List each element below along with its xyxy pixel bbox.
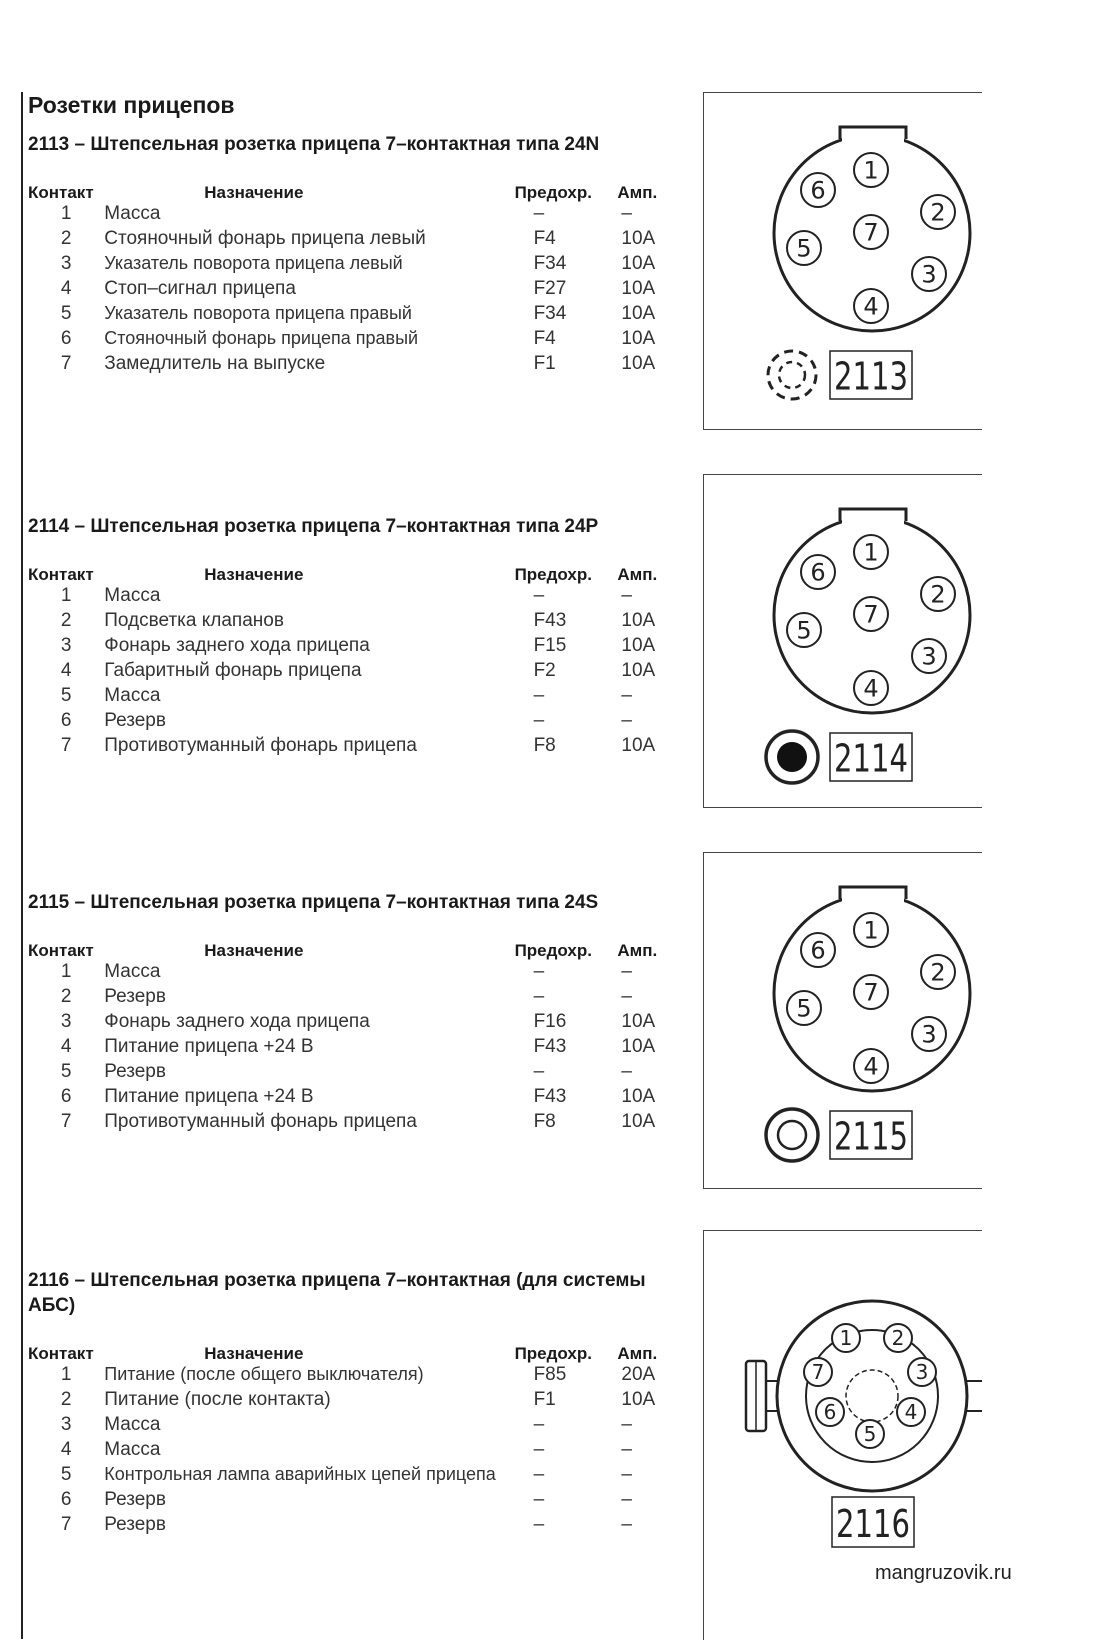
table-row: [28, 1489, 678, 1514]
table-row: [28, 1011, 678, 1036]
pin-label: 5: [863, 1422, 877, 1447]
pin-label: 7: [811, 1360, 825, 1385]
amp-cell: 20A: [621, 1364, 656, 1385]
pin-label: 6: [810, 558, 826, 587]
pin-2: [884, 1324, 912, 1352]
purpose-cell: Питание прицепа +24 В: [104, 1036, 314, 1057]
fuse-cell: F1: [533, 353, 556, 374]
pin-number-cell: 7: [60, 1111, 72, 1132]
pin-7: [854, 215, 888, 249]
fuse-cell: F16: [533, 1011, 567, 1032]
amp-cell: 10A: [621, 660, 656, 681]
header-fuse: Предохр.: [514, 565, 592, 584]
pin-table: [28, 935, 678, 1136]
purpose-cell: Резерв: [104, 1489, 166, 1510]
amp-cell: –: [621, 1514, 632, 1535]
table-row: [28, 1439, 678, 1464]
amp-cell: –: [621, 961, 632, 982]
pin-number-cell: 6: [60, 328, 72, 349]
amp-cell: –: [621, 710, 632, 731]
pin-label: 4: [904, 1400, 918, 1425]
pin-number-cell: 3: [60, 253, 72, 274]
table-row: [28, 585, 678, 610]
pin-number-cell: 3: [60, 1414, 72, 1435]
table-row: [28, 635, 678, 660]
amp-cell: 10A: [621, 610, 656, 631]
purpose-cell: Масса: [104, 1439, 161, 1460]
marker-inner-ring: [778, 1121, 806, 1149]
pin-number-cell: 6: [60, 1086, 72, 1107]
pin-label: 2: [930, 580, 946, 609]
purpose-cell: Фонарь заднего хода прицепа: [104, 1011, 370, 1032]
amp-cell: 10A: [621, 278, 656, 299]
amp-cell: 10A: [621, 1011, 656, 1032]
amp-cell: 10A: [621, 635, 656, 656]
section-2114: [28, 514, 678, 760]
table-row: [28, 1036, 678, 1061]
section-2115: [28, 890, 678, 1136]
header-amp: Амп.: [617, 941, 658, 960]
fuse-cell: F43: [533, 1086, 567, 1107]
pin-table: [28, 177, 678, 378]
pin-number-cell: 2: [60, 986, 72, 1007]
pin-label: 4: [863, 1052, 879, 1081]
pin-number-cell: 5: [60, 685, 72, 706]
section-heading: 2114 – Штепсельная розетка прицепа 7–контактная типа 24P: [28, 516, 599, 537]
pin-7: [854, 597, 888, 631]
pin-label: 1: [863, 916, 879, 945]
pin-label: 4: [863, 292, 879, 321]
pin-label: 3: [915, 1360, 929, 1385]
marker-filled-dot: [777, 742, 807, 772]
header-fuse: Предохр.: [514, 1344, 592, 1363]
header-amp: Амп.: [617, 1344, 658, 1363]
table-row: [28, 353, 678, 378]
pin-label: 3: [921, 642, 937, 671]
pin-label: 7: [863, 600, 879, 629]
purpose-cell: Контрольная лампа аварийных цепей прицепа: [104, 1464, 496, 1484]
pin-label: 3: [921, 260, 937, 289]
table-row: [28, 203, 678, 228]
purpose-cell: Фонарь заднего хода прицепа: [104, 635, 370, 656]
pin-number-cell: 7: [60, 1514, 72, 1535]
page-title: Розетки прицепов: [28, 92, 235, 118]
pin-number-cell: 3: [60, 1011, 72, 1032]
pin-number-cell: 5: [60, 1061, 72, 1082]
table-row: [28, 685, 678, 710]
purpose-cell: Противотуманный фонарь прицепа: [104, 1111, 417, 1132]
table-row: [28, 328, 678, 353]
pin-1: [854, 153, 888, 187]
connector-diagram-2115: [703, 852, 982, 1189]
section-2113: [28, 132, 678, 378]
purpose-cell: Противотуманный фонарь прицепа: [104, 735, 417, 756]
header-contact: Контакт: [28, 1344, 94, 1363]
header-purpose: Назначение: [204, 565, 304, 584]
pin-number-cell: 5: [60, 303, 72, 324]
table-row: [28, 228, 678, 253]
amp-cell: –: [621, 685, 632, 706]
pin-label: 5: [796, 994, 812, 1023]
fuse-cell: F34: [533, 303, 567, 324]
fuse-cell: –: [533, 1464, 545, 1485]
purpose-cell: Резерв: [104, 986, 166, 1007]
header-fuse: Предохр.: [514, 941, 592, 960]
fuse-cell: –: [533, 710, 545, 731]
purpose-cell: Масса: [104, 203, 161, 224]
pin-number-cell: 5: [60, 1464, 72, 1485]
pin-label: 7: [863, 978, 879, 1007]
tab-gap: [842, 515, 904, 525]
header-contact: Контакт: [28, 183, 94, 202]
fuse-cell: –: [533, 1414, 545, 1435]
purpose-cell: Резерв: [104, 710, 166, 731]
purpose-cell: Масса: [104, 1414, 161, 1435]
pin-6: [816, 1398, 844, 1426]
pin-number-cell: 6: [60, 710, 72, 731]
amp-cell: –: [621, 203, 632, 224]
table-row: [28, 1111, 678, 1136]
purpose-cell: Резерв: [104, 1514, 166, 1535]
watermark: mangruzovik.ru: [875, 1562, 1012, 1584]
pin-3: [912, 1017, 946, 1051]
header-contact: Контакт: [28, 565, 94, 584]
purpose-cell: Указатель поворота прицепа правый: [104, 303, 412, 323]
purpose-cell: Масса: [104, 585, 161, 606]
pin-number-cell: 4: [60, 278, 72, 299]
amp-cell: –: [621, 585, 632, 606]
marker-dashed-outer: [768, 351, 816, 399]
purpose-cell: Питание (после контакта): [104, 1389, 331, 1410]
amp-cell: 10A: [621, 228, 656, 249]
purpose-cell: Питание прицепа +24 В: [104, 1086, 314, 1107]
socket-label: 2116: [836, 1502, 910, 1546]
header-amp: Амп.: [617, 565, 658, 584]
pin-label: 6: [810, 936, 826, 965]
pin-label: 2: [930, 958, 946, 987]
pin-number-cell: 4: [60, 1036, 72, 1057]
amp-cell: 10A: [621, 328, 656, 349]
pin-label: 4: [863, 674, 879, 703]
table-row: [28, 253, 678, 278]
table-row: [28, 1364, 678, 1389]
purpose-cell: Стояночный фонарь прицепа левый: [104, 228, 426, 249]
section-heading: 2115 – Штепсельная розетка прицепа 7–контактная типа 24S: [28, 892, 599, 913]
purpose-cell: Резерв: [104, 1061, 166, 1082]
socket-label: 2114: [834, 736, 908, 781]
fuse-cell: F1: [533, 1389, 556, 1410]
pin-number-cell: 1: [60, 1364, 72, 1385]
fuse-cell: –: [533, 1061, 545, 1082]
table-header-row: [28, 177, 678, 203]
amp-cell: –: [621, 1464, 632, 1485]
pin-2: [921, 577, 955, 611]
pin-number-cell: 2: [60, 1389, 72, 1410]
pin-label: 1: [839, 1326, 853, 1351]
purpose-cell: Подсветка клапанов: [104, 610, 284, 631]
header-purpose: Назначение: [204, 1344, 304, 1363]
header-amp: Амп.: [617, 183, 658, 202]
pin-number-cell: 1: [60, 203, 72, 224]
amp-cell: 10A: [621, 1389, 656, 1410]
purpose-cell: Габаритный фонарь прицепа: [104, 660, 362, 681]
fuse-cell: F4: [533, 228, 556, 249]
fuse-cell: F43: [533, 1036, 567, 1057]
table-header-row: [28, 935, 678, 961]
pin-label: 5: [796, 616, 812, 645]
amp-cell: 10A: [621, 1036, 656, 1057]
pin-table: [28, 1338, 678, 1539]
pin-number-cell: 7: [60, 735, 72, 756]
pin-label: 6: [823, 1400, 837, 1425]
table-header-row: [28, 559, 678, 585]
table-row: [28, 303, 678, 328]
pin-number-cell: 6: [60, 1489, 72, 1510]
amp-cell: 10A: [621, 303, 656, 324]
pin-1: [854, 913, 888, 947]
table-row: [28, 961, 678, 986]
pin-5: [856, 1420, 884, 1448]
fuse-cell: F85: [533, 1364, 567, 1385]
pin-4: [897, 1398, 925, 1426]
purpose-cell: Стоп–сигнал прицепа: [104, 278, 296, 299]
fuse-cell: –: [533, 585, 545, 606]
fuse-cell: –: [533, 1514, 545, 1535]
table-row: [28, 710, 678, 735]
pin-label: 2: [930, 198, 946, 227]
purpose-cell: Указатель поворота прицепа левый: [104, 253, 403, 273]
pin-label: 6: [810, 176, 826, 205]
pin-number-cell: 3: [60, 635, 72, 656]
pin-6: [801, 933, 835, 967]
fuse-cell: F27: [533, 278, 567, 299]
fuse-cell: F2: [533, 660, 556, 681]
socket-label: 2115: [834, 1114, 908, 1159]
pin-label: 5: [796, 234, 812, 263]
pin-2: [921, 955, 955, 989]
pin-5: [787, 613, 821, 647]
header-purpose: Назначение: [204, 941, 304, 960]
purpose-cell: Стояночный фонарь прицепа правый: [104, 328, 419, 348]
fuse-cell: –: [533, 685, 545, 706]
table-row: [28, 660, 678, 685]
pin-number-cell: 1: [60, 585, 72, 606]
pin-1: [832, 1324, 860, 1352]
fuse-cell: –: [533, 1439, 545, 1460]
table-header-row: [28, 1338, 678, 1364]
pin-label: 7: [863, 218, 879, 247]
pin-number-cell: 1: [60, 961, 72, 982]
amp-cell: 10A: [621, 1086, 656, 1107]
amp-cell: –: [621, 1489, 632, 1510]
section-heading: 2113 – Штепсельная розетка прицепа 7–контактная типа 24N: [28, 134, 600, 155]
amp-cell: 10A: [621, 1111, 656, 1132]
pin-number-cell: 4: [60, 660, 72, 681]
fuse-cell: F15: [533, 635, 567, 656]
left-margin-rule: [21, 92, 23, 1639]
table-row: [28, 1514, 678, 1539]
section-2116: [28, 1268, 678, 1539]
pin-3: [912, 639, 946, 673]
table-row: [28, 1464, 678, 1489]
table-row: [28, 1061, 678, 1086]
header-fuse: Предохр.: [514, 183, 592, 202]
amp-cell: –: [621, 1061, 632, 1082]
pin-6: [801, 173, 835, 207]
pin-5: [787, 991, 821, 1025]
pin-2: [921, 195, 955, 229]
fuse-cell: –: [533, 986, 545, 1007]
pin-number-cell: 2: [60, 228, 72, 249]
fuse-cell: –: [533, 961, 545, 982]
socket-label: 2113: [834, 354, 908, 399]
amp-cell: 10A: [621, 353, 656, 374]
pin-label: 1: [863, 538, 879, 567]
amp-cell: –: [621, 986, 632, 1007]
pin-4: [854, 289, 888, 323]
pin-1: [854, 535, 888, 569]
fuse-cell: F4: [533, 328, 556, 349]
pin-4: [854, 671, 888, 705]
pin-table: [28, 559, 678, 760]
fuse-cell: F8: [533, 1111, 556, 1132]
pin-4: [854, 1049, 888, 1083]
amp-cell: 10A: [621, 735, 656, 756]
table-row: [28, 1389, 678, 1414]
pin-label: 2: [891, 1326, 905, 1351]
pin-label: 1: [863, 156, 879, 185]
pin-3: [912, 257, 946, 291]
table-row: [28, 735, 678, 760]
amp-cell: –: [621, 1414, 632, 1435]
pin-number-cell: 2: [60, 610, 72, 631]
purpose-cell: Масса: [104, 961, 161, 982]
pin-7: [804, 1358, 832, 1386]
purpose-cell: Замедлитель на выпуске: [104, 353, 326, 374]
connector-diagram-2114: [703, 474, 982, 808]
pin-number-cell: 7: [60, 353, 72, 374]
fuse-cell: –: [533, 1489, 545, 1510]
pin-number-cell: 4: [60, 1439, 72, 1460]
purpose-cell: Масса: [104, 685, 161, 706]
table-row: [28, 278, 678, 303]
table-row: [28, 1414, 678, 1439]
marker-dashed-inner: [779, 362, 805, 388]
fuse-cell: –: [533, 203, 545, 224]
amp-cell: 10A: [621, 253, 656, 274]
connector-diagram-2113: [703, 92, 982, 430]
table-row: [28, 610, 678, 635]
tab-gap: [842, 893, 904, 903]
purpose-cell: Питание (после общего выключателя): [104, 1364, 424, 1384]
fuse-cell: F8: [533, 735, 556, 756]
amp-cell: –: [621, 1439, 632, 1460]
marker-ring: [766, 1109, 818, 1161]
pin-3: [908, 1358, 936, 1386]
fuse-cell: F34: [533, 253, 567, 274]
pin-label: 3: [921, 1020, 937, 1049]
pin-7: [854, 975, 888, 1009]
table-row: [28, 986, 678, 1011]
section-heading: 2116 – Штепсельная розетка прицепа 7–контактная (для системы АБС): [28, 1270, 646, 1316]
header-contact: Контакт: [28, 941, 94, 960]
tab-gap: [842, 133, 904, 143]
table-row: [28, 1086, 678, 1111]
pin-5: [787, 231, 821, 265]
header-purpose: Назначение: [204, 183, 304, 202]
fuse-cell: F43: [533, 610, 567, 631]
pin-6: [801, 555, 835, 589]
